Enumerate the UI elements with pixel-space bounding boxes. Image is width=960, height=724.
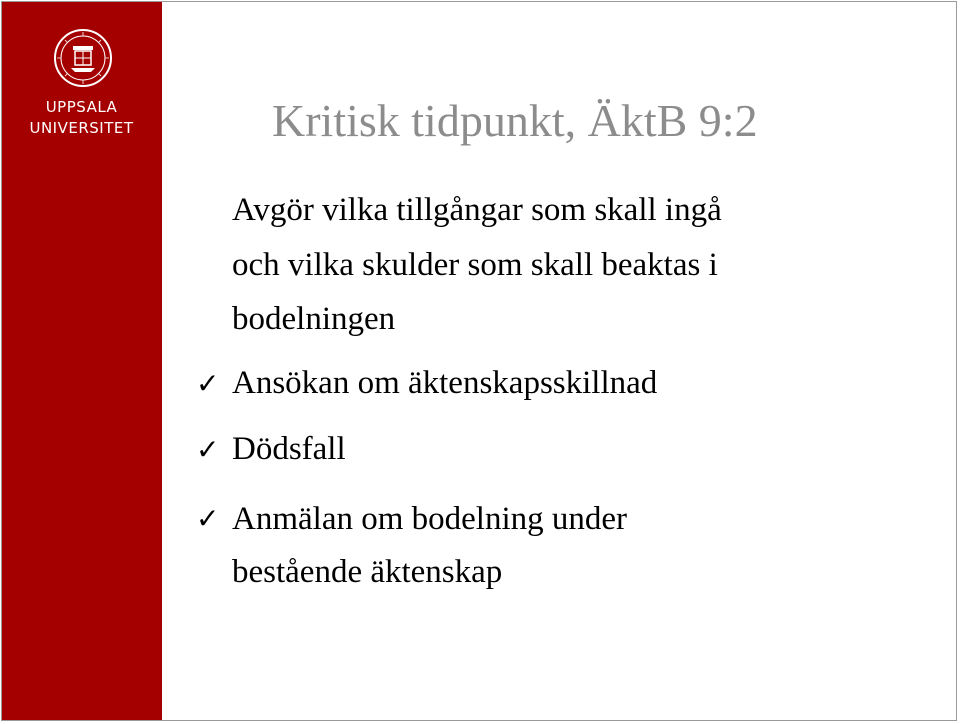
checkmark-icon: ✓	[196, 502, 220, 535]
bullet-3-text-line2: bestående äktenskap	[232, 554, 503, 590]
checkmark-icon: ✓	[196, 367, 220, 400]
intro-line-1: Avgör vilka tillgångar som skall ingå	[232, 192, 722, 228]
university-name-line2: UNIVERSITET	[29, 119, 134, 137]
bullet-1-text: Ansökan om äktenskapsskillnad	[232, 365, 658, 401]
university-seal-icon	[53, 28, 113, 88]
university-sidebar	[1, 1, 162, 721]
intro-line-3: bodelningen	[232, 301, 396, 337]
bullet-3-text-line1: Anmälan om bodelning under	[232, 501, 628, 537]
intro-line-2: och vilka skulder som skall beaktas i	[232, 247, 718, 283]
slide-title: Kritisk tidpunkt, ÄktB 9:2	[272, 95, 758, 146]
university-name-line1: UPPSALA	[45, 98, 118, 116]
bullet-2-text: Dödsfall	[232, 431, 346, 467]
checkmark-icon: ✓	[196, 433, 220, 466]
